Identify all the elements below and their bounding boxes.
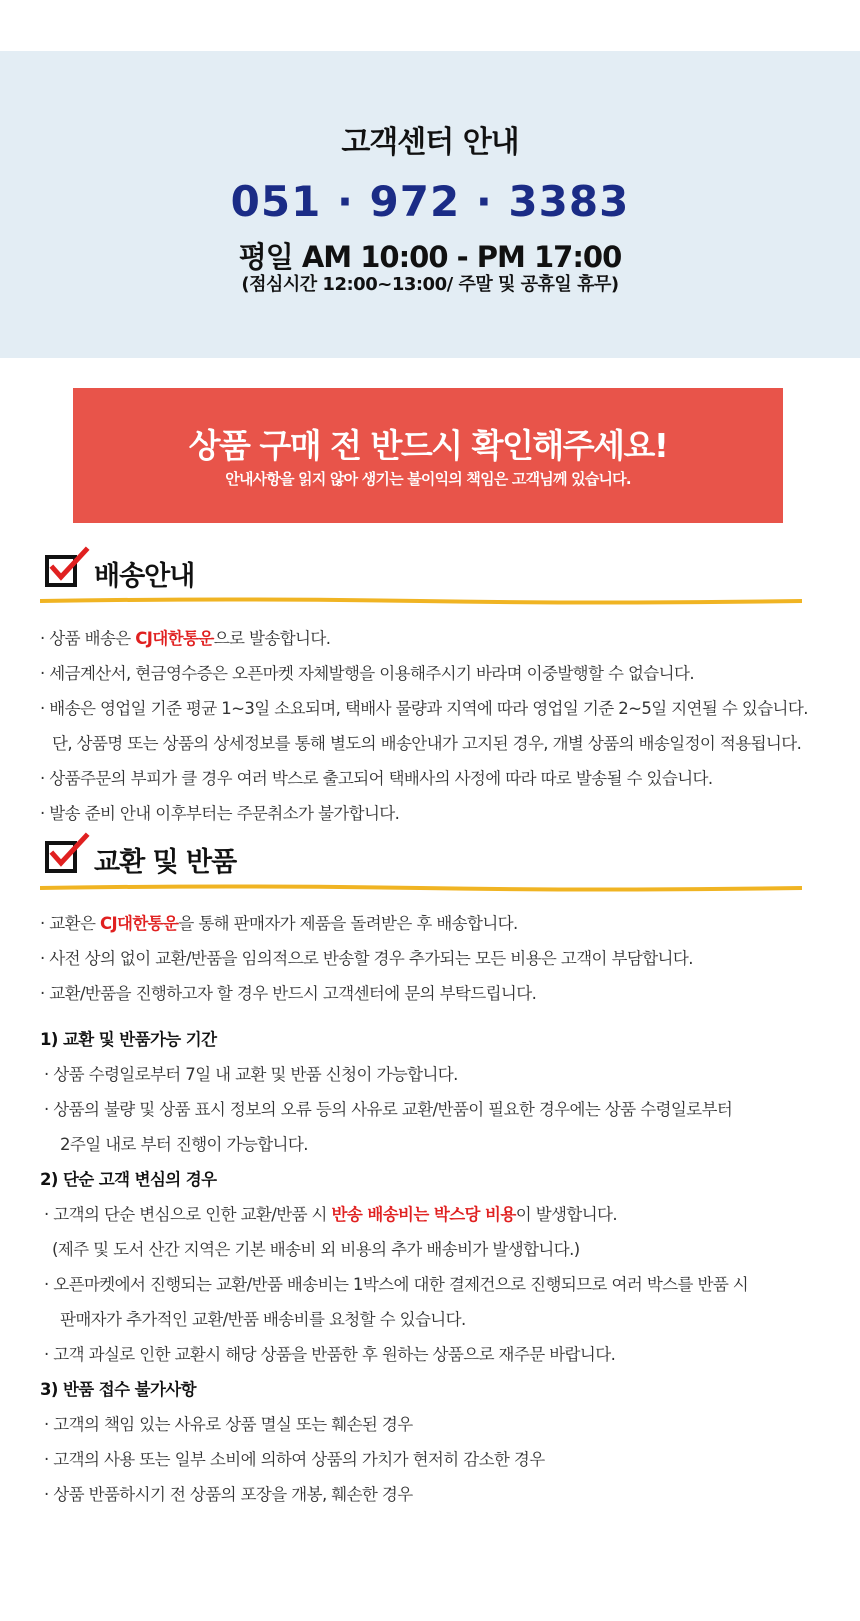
change-of-mind-line-1: · 고객의 단순 변심으로 인한 교환/반품 시 반송 배송비는 박스당 비용이 발생합니다. <box>44 1205 618 1224</box>
shipping-line-6: · 발송 준비 안내 이후부터는 주문취소가 불가합니다. <box>40 804 400 823</box>
exchange-section-title: 교환 및 반품 <box>94 847 237 878</box>
courier-highlight: CJ대한통운 <box>99 914 179 933</box>
customer-center-hours: 평일 AM 10:00 - PM 17:00 <box>238 240 622 274</box>
shipping-line-4: 단, 상품명 또는 상품의 상세정보를 통해 별도의 배송안내가 고지된 경우, 개별 상품의 배송일정이 적용됩니다. <box>52 734 802 753</box>
shipping-section-title: 배송안내 <box>94 561 195 592</box>
exchange-line-1: · 교환은 CJ대한통운을 통해 판매자가 제품을 돌려받은 후 배송합니다. <box>40 914 518 933</box>
not-accepted-line-1: · 고객의 책임 있는 사유로 상품 멸실 또는 훼손된 경우 <box>44 1415 413 1434</box>
section-underline <box>40 597 802 605</box>
change-of-mind-line-3: · 오픈마켓에서 진행되는 교환/반품 배송비는 1박스에 대한 결제건으로 진행되므로 여러 박스를 반품 시 <box>44 1275 749 1294</box>
shipping-section-header <box>44 546 804 596</box>
notice-title: 상품 구매 전 반드시 확인해주세요! <box>188 426 668 465</box>
change-of-mind-line-4: 판매자가 추가적인 교환/반품 배송비를 요청할 수 있습니다. <box>60 1310 466 1329</box>
period-line-2: · 상품의 불량 및 상품 표시 정보의 오류 등의 사유로 교환/반품이 필요한 경우에는 상품 수령일로부터 <box>44 1100 733 1119</box>
change-of-mind-line-2: (제주 및 도서 산간 지역은 기본 배송비 외 비용의 추가 배송비가 발생합니다.) <box>52 1240 580 1259</box>
notice-banner <box>73 388 783 523</box>
shipping-line-5: · 상품주문의 부피가 클 경우 여러 박스로 출고되어 택배사의 사정에 따라 따로 발송될 수 있습니다. <box>40 769 713 788</box>
customer-center-panel <box>0 51 860 358</box>
customer-center-note: (점심시간 12:00~13:00/ 주말 및 공휴일 휴무) <box>241 274 619 295</box>
customer-center-title: 고객센터 안내 <box>341 125 519 160</box>
courier-highlight: CJ대한통운 <box>135 629 214 648</box>
not-accepted-line-3: · 상품 반품하시기 전 상품의 포장을 개봉, 훼손한 경우 <box>44 1485 413 1504</box>
not-accepted-line-2: · 고객의 사용 또는 일부 소비에 의하여 상품의 가치가 현저히 감소한 경우 <box>44 1450 545 1469</box>
checkbox-check-icon <box>44 546 90 592</box>
section-underline <box>40 884 802 892</box>
exchange-line-3: · 교환/반품을 진행하고자 할 경우 반드시 고객센터에 문의 부탁드립니다. <box>40 984 537 1003</box>
exchange-section-header <box>44 832 804 882</box>
change-of-mind-heading: 2) 단순 고객 변심의 경우 <box>40 1170 217 1189</box>
return-fee-highlight: 반송 배송비는 박스당 비용 <box>331 1205 516 1224</box>
not-accepted-heading: 3) 반품 접수 불가사항 <box>40 1380 196 1399</box>
period-line-3: 2주일 내로 부터 진행이 가능합니다. <box>60 1135 308 1154</box>
shipping-line-1: · 상품 배송은 CJ대한통운으로 발송합니다. <box>40 629 331 648</box>
period-line-1: · 상품 수령일로부터 7일 내 교환 및 반품 신청이 가능합니다. <box>44 1065 458 1084</box>
notice-subtitle: 안내사항을 읽지 않아 생기는 불이익의 책임은 고객님께 있습니다. <box>225 470 631 488</box>
period-heading: 1) 교환 및 반품가능 기간 <box>40 1030 217 1049</box>
exchange-line-2: · 사전 상의 없이 교환/반품을 임의적으로 반송할 경우 추가되는 모든 비용은 고객이 부담합니다. <box>40 949 693 968</box>
checkbox-check-icon <box>44 832 90 878</box>
shipping-line-3: · 배송은 영업일 기준 평균 1~3일 소요되며, 택배사 물량과 지역에 따라 영업일 기준 2~5일 지연될 수 있습니다. <box>40 699 808 718</box>
change-of-mind-line-5: · 고객 과실로 인한 교환시 해당 상품을 반품한 후 원하는 상품으로 재주문 바랍니다. <box>44 1345 616 1364</box>
customer-center-phone: 051 · 972 · 3383 <box>230 177 630 226</box>
shipping-line-2: · 세금계산서, 현금영수증은 오픈마켓 자체발행을 이용해주시기 바라며 이중발행할 수 없습니다. <box>40 664 694 683</box>
